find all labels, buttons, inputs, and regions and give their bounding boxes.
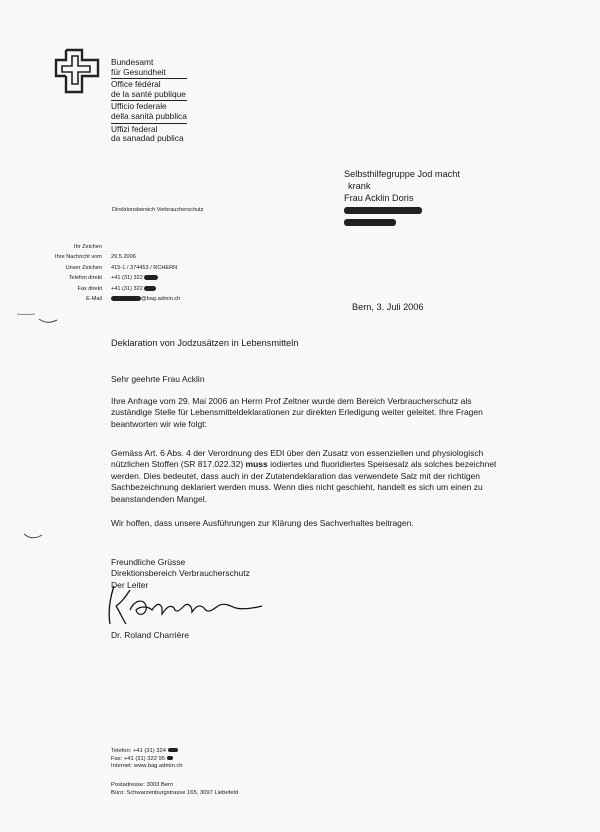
footer-fax-text: Fax: +41 (31) 322 95 bbox=[111, 755, 165, 762]
salutation-text: Sehr geehrte Frau Acklin bbox=[111, 374, 205, 384]
salutation bbox=[111, 374, 511, 385]
ref-value-your-ref bbox=[111, 242, 180, 252]
paragraph-2-part-a: Gemäss Art. 6 Abs. 4 der Verordnung des EDI über den Zusatz von essenziellen und physiologisch nützlichen Stoffen (SR 817.022.32) bbox=[111, 448, 484, 470]
agency-fr-line2: de la santé publique bbox=[111, 88, 186, 99]
agency-rm-line1: Uffizi federal bbox=[111, 123, 158, 134]
reference-labels bbox=[20, 242, 102, 304]
agency-name-de bbox=[111, 58, 187, 79]
department-label: Direktionsbereich Verbraucherschutz bbox=[112, 207, 204, 213]
ref-label-our-ref: Unser Zeichen bbox=[65, 264, 102, 271]
agency-de-line1: Bundesamt bbox=[111, 57, 154, 67]
letter-date: Bern, 3. Juli 2006 bbox=[352, 302, 424, 312]
recipient-line1: Selbsthilfegruppe Jod macht bbox=[344, 169, 460, 179]
paragraph-2-part-b: iodiertes und fluoridiertes Speisesalz als solches bezeichnet werden. Dies bedeutet, dass auch in der Zutatendeklaration das verwendete Salz mit der richtigen Sachbezeichnung deklariert werden muss. Wenn dies nicht geschieht, handelt es sich um einen zu beanstandenden Mangel. bbox=[111, 459, 497, 504]
agency-name-rm bbox=[111, 125, 187, 145]
closing-title: Der Leiter bbox=[111, 579, 149, 590]
ref-label-fax: Fax direkt bbox=[77, 285, 102, 292]
email-text: @bag.admin.ch bbox=[141, 296, 181, 303]
ref-value-our-ref: 415-1 / 374453 / RCHERN bbox=[111, 264, 178, 271]
agency-fr-line1: Office fédéral bbox=[111, 79, 161, 90]
paragraph-1 bbox=[111, 396, 511, 430]
reference-values bbox=[111, 242, 180, 304]
paragraph-2-text bbox=[111, 448, 511, 505]
ref-value-your-message: 29.5.2006 bbox=[111, 254, 136, 261]
ref-value-fax bbox=[111, 284, 180, 294]
footer-office: Büro: Schwarzenburgstrasse 165, 3097 Liebefeld bbox=[111, 789, 238, 796]
letter-subject: Deklaration von Jodzusätzen in Lebensmitteln bbox=[111, 338, 299, 348]
ref-value-phone bbox=[111, 273, 180, 283]
recipient-line2: krank bbox=[348, 181, 371, 191]
footer-phone-text: Telefon: +41 (31) 324 bbox=[111, 748, 166, 754]
ref-label-your-message: Ihre Nachricht vom bbox=[55, 254, 102, 261]
paragraph-1-text: Ihre Anfrage vom 29. Mai 2006 an Herrn Prof Zeltner wurde dem Bereich Verbraucherschutz als zuständige Stelle für Lebensmitteldeklarationen zur direkten Erledigung weiter geleitet. Ihre Fragen beantworten wir wie folgt: bbox=[111, 396, 483, 429]
agency-name-block bbox=[111, 58, 187, 146]
paragraph-3-text: Wir hoffen, dass unsere Ausführungen zur Klärung des Sachverhaltes beitragen. bbox=[111, 518, 414, 528]
hole-punch-mark-lower bbox=[22, 532, 44, 542]
hole-punch-mark bbox=[37, 316, 59, 326]
ref-label-phone: Telefon direkt bbox=[68, 275, 102, 282]
footer-contact bbox=[111, 748, 183, 771]
recipient-address bbox=[344, 168, 460, 228]
paragraph-2-emphasis: muss bbox=[245, 459, 268, 470]
ref-label-email: E-Mail bbox=[86, 296, 102, 303]
agency-name-it bbox=[111, 102, 187, 123]
agency-de-line2: für Gesundheit bbox=[111, 66, 166, 77]
ref-value-email[interactable] bbox=[111, 294, 180, 304]
closing-greeting: Freundliche Grüsse bbox=[111, 557, 186, 567]
redacted-city bbox=[344, 216, 460, 228]
phone-text: +41 (31) 322 bbox=[111, 275, 143, 282]
fold-mark bbox=[15, 312, 37, 322]
swiss-federal-cross-logo bbox=[52, 46, 104, 98]
footer-post: Postadresse: 3003 Bern bbox=[111, 782, 174, 788]
redacted-street bbox=[344, 204, 460, 216]
ref-label-your-ref: Ihr Zeichen bbox=[74, 244, 102, 250]
paragraph-3 bbox=[111, 518, 511, 529]
agency-rm-line2: da sanadad publica bbox=[111, 133, 184, 144]
agency-it-line1: Ufficio federale bbox=[111, 101, 167, 112]
recipient-line3: Frau Acklin Doris bbox=[344, 193, 414, 203]
footer-address bbox=[111, 782, 238, 797]
closing-department: Direktionsbereich Verbraucherschutz bbox=[111, 568, 250, 579]
footer-fax bbox=[111, 756, 183, 764]
handwritten-signature bbox=[100, 580, 270, 630]
paragraph-2 bbox=[111, 448, 511, 505]
footer-internet[interactable]: Internet: www.bag.admin.ch bbox=[111, 763, 183, 770]
signer-name: Dr. Roland Charrière bbox=[111, 630, 189, 640]
footer-phone bbox=[111, 748, 183, 756]
fax-text: +41 (31) 322 bbox=[111, 285, 143, 292]
agency-name-fr bbox=[111, 80, 187, 101]
agency-it-line2: della sanità pubblica bbox=[111, 110, 187, 121]
